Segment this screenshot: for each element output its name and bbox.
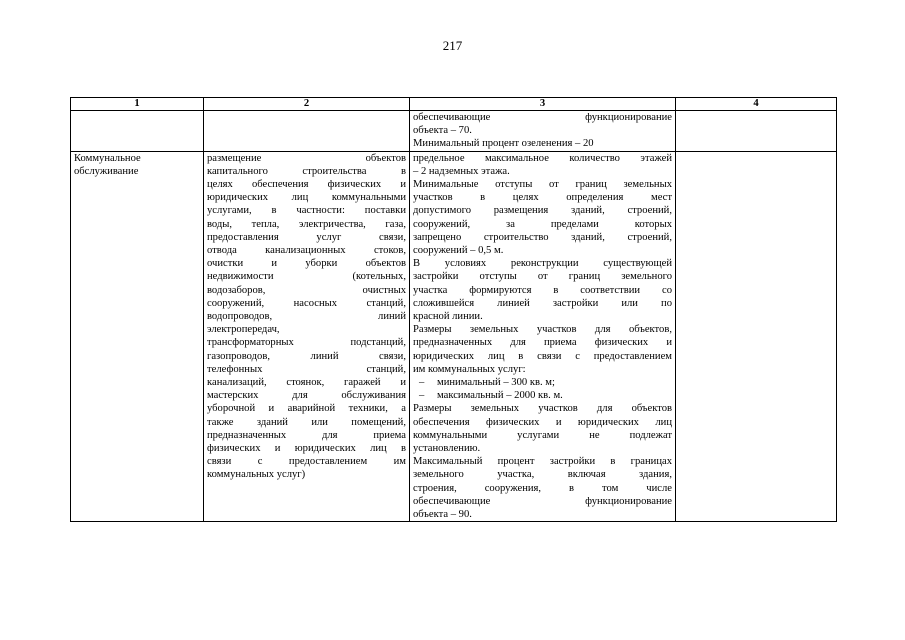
text-line: услугами, в частности: поставки [207, 205, 406, 217]
text-line: капитального строительства в [207, 165, 406, 177]
text-line: установлению. [413, 443, 481, 455]
text-line: водозаборов, очистных [207, 284, 406, 296]
text-line: трансформаторных подстанций, [207, 337, 406, 349]
text-line: мастерских для обслуживания [207, 390, 406, 402]
text-line: обеспечения физических и юридических лиц [413, 416, 672, 428]
text-line: сооружений, за пределами которых [413, 218, 672, 230]
table-row-continuation [71, 111, 837, 152]
text-line: – 2 надземных этажа. [413, 165, 510, 177]
text-line: газопроводов, линий связи, [207, 350, 406, 362]
text-line: объекта – 70. [413, 125, 472, 137]
table-row-communal-services [71, 151, 837, 522]
text-line: очистки и уборки объектов [207, 258, 406, 270]
list-item-min-size [413, 376, 672, 389]
paragraph-plot-sizes [413, 323, 672, 376]
text-line: Минимальный процент озеленения – 20 [413, 138, 594, 150]
list-item-text: минимальный – 300 кв. м; [437, 377, 555, 389]
cell-continuation-col4 [676, 111, 837, 152]
text-line: коммунальных услуг) [207, 469, 306, 481]
zoning-table [70, 97, 837, 522]
text-line: предоставления услуг связи, [207, 231, 406, 243]
table-header-row [71, 98, 837, 111]
text-line: размещение объектов [207, 152, 406, 164]
text-line: воды, тепла, электричества, газа, [207, 218, 406, 230]
cell-land-use-description [204, 151, 410, 522]
text-line: запрещено строительство зданий, строений, [413, 231, 672, 243]
cell-continuation-col2 [204, 111, 410, 152]
text-line: водопроводов, линий [207, 311, 406, 323]
list-item-text: максимальный – 2000 кв. м. [437, 390, 563, 402]
text-line: недвижимости (котельных, [207, 271, 406, 283]
paragraph-setbacks [413, 178, 672, 257]
text-line: обеспечивающие функционирование [413, 495, 672, 507]
text-line: Минимальные отступы от границ земельных [413, 179, 672, 191]
column-header-3: 3 [410, 98, 676, 111]
column-header-1: 1 [71, 98, 204, 111]
text-line: участков в целях определения мест [413, 192, 672, 204]
paragraph-not-regulated [413, 402, 672, 455]
text-line: предназначенных для приема физических и [413, 337, 672, 349]
text-line: сооружений, насосных станций, [207, 297, 406, 309]
paragraph-max-coverage [413, 455, 672, 521]
text-line: обеспечивающие функционирование [413, 112, 672, 123]
text-line: красной линии. [413, 311, 483, 323]
text-line: юридических лиц коммунальными [207, 192, 406, 204]
text-line: В условиях реконструкции существующей [413, 258, 672, 270]
column-header-4: 4 [676, 98, 837, 111]
cell-continuation-col1 [71, 111, 204, 152]
paragraph-floors [413, 152, 672, 178]
text-line: отвода канализационных стоков, [207, 245, 406, 257]
text-line: Размеры земельных участков для объектов [413, 403, 672, 415]
text-line: застройки отступы от границ земельного [413, 271, 672, 283]
text-line: электропередач, [207, 324, 280, 336]
cell-parameters [410, 151, 676, 522]
text-line: объекта – 90. [413, 509, 472, 521]
text-line: земельного участка, включая здания, [413, 469, 672, 481]
cell-land-use-name [71, 151, 204, 522]
cell-continuation-col3 [410, 111, 676, 152]
paragraph-reconstruction [413, 257, 672, 323]
list-item-max-size [413, 389, 672, 402]
text-line: связи с предоставлением им [207, 456, 406, 468]
text-line: целях обеспечения физических и [207, 179, 406, 191]
text-line: юридических лиц в связи с предоставлением [413, 350, 672, 362]
text-line: физических и юридических лиц в [207, 443, 406, 455]
text-line: предельное максимальное количество этажей [413, 152, 672, 164]
column-header-2: 2 [204, 98, 410, 111]
text-line: предназначенных для приема [207, 429, 406, 441]
text-line: телефонных станций, [207, 363, 406, 375]
text-line: им коммунальных услуг: [413, 363, 526, 375]
text-line: Размеры земельных участков для объектов, [413, 324, 672, 336]
text-line: канализаций, стоянок, гаражей и [207, 377, 406, 389]
dash-bullet: – [419, 390, 425, 402]
dash-bullet: – [419, 377, 425, 389]
cell-column-4 [676, 151, 837, 522]
text-line: сооружений – 0,5 м. [413, 245, 504, 257]
text-line: Максимальный процент застройки в границах [413, 456, 672, 468]
text-line: также зданий или помещений, [207, 416, 406, 428]
text-line: обслуживание [74, 165, 139, 177]
text-line: уборочной и аварийной техники, а [207, 403, 406, 415]
text-line: коммунальными услугами не подлежат [413, 429, 672, 441]
text-line: участка формируются в соответствии со [413, 284, 672, 296]
text-line: строения, сооружения, в том числе [413, 482, 672, 494]
text-line: допустимого размещения зданий, строений, [413, 205, 672, 217]
text-line: Коммунальное [74, 152, 141, 164]
text-line: сложившейся линией застройки или по [413, 297, 672, 309]
page-number: 217 [442, 38, 463, 53]
